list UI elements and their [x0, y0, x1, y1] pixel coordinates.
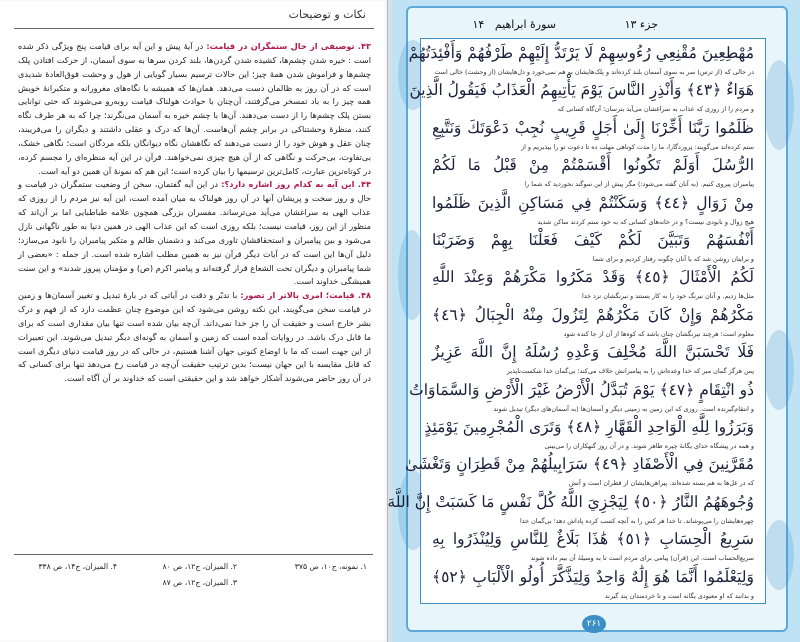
left-page: [0, 0, 388, 642]
verse-line: فَلَا تَحْسَبَنَّ اللَّهَ مُخْلِفَ وَعْدِهِ رُسُلَهُ إِنَّ اللَّهَ عَزِيزٌ: [432, 343, 754, 362]
translation-line: پیامبران پیروی کنیم. (به آنان گفته می‌شود:) مگر پیش از این سوگند نخوردید که شما را: [524, 180, 754, 189]
translation-line: سریع‌الحساب است. این (قرآن) پیامی برای مردم است تا به وسیلهٔ آن بیم داده شوند: [530, 554, 754, 563]
verse-line: سَرِيعُ الْحِسَابِ ﴿٥١﴾ هَٰذَا بَلَاغٌ لِلنَّاسِ وَلِيُنْذَرُوا بِهِ: [432, 530, 755, 549]
translation-line: و همه در پیشگاه خدای یگانهٔ چیره ظاهر شوند. و در آن روز گنهکاران را می‌بینی: [544, 442, 754, 450]
right-header: [420, 14, 766, 36]
translation-line: و مردم را از روزی که عذاب به سراغشان می‌آید بترسان؛ آن‌گاه کسانی که: [557, 105, 754, 114]
verse-line: وَبَرَزُوا لِلَّهِ الْوَاحِدِ الْقَهَّارِ ﴿٤٨﴾ وَتَرَى الْمُجْرِمِينَ يَوْمَئِذٍ: [424, 418, 754, 436]
verse-line: ذُو انْتِقَامٍ ﴿٤٧﴾ يَوْمَ تُبَدَّلُ الْأَرْضُ غَيْرَ الْأَرْضِ وَالسَّمَاوَاتُ: [409, 380, 754, 399]
translation-line: و بدانند که او معبودی یگانه است و تا خردمندان پند گیرند: [604, 591, 754, 600]
paragraph-text: با تدبّر و دقت در آیاتی که در بارهٔ تبدیل و تغییر آسمان‌ها و زمین در قیامت سخن می‌گویند، این نکته روشن می‌شود که این موضوع چنان عظمت دارد که از فهم و درک بشر خارج است و حقیقت آن را جز خدا نمی‌داند. آن‌چه بیان شده است تنها بیان مقداری است که برای ما قابل درک باشد. در روایات آمده است که زمین و آسمان به گونه‌ای دیگر تبدیل می‌شوند. این تعبیرات از این جهت است که ما با اوضاع کنونی جهان آشنا هستیم، در حالی که در روز قیامت دنیای دیگری است که قابل مقایسه با این جهان نیست؛ بدین ترتیب حقیقت آن‌چه در قیامت رخ می‌دهد تنها برای کسانی که در آن روز حاضر می‌شوند آشکار خواهد شد و این حقیقتی است که خداوند بر آن آگاه است.: [18, 290, 371, 384]
translation-line: هیچ زوال و نابودی نیست؟ و در خانه‌های کسانی که به خود ستم کردند ساکن شدید: [537, 217, 754, 226]
sura-label: [473, 18, 556, 31]
verse-line: مِنْ زَوَالٍ ﴿٤٤﴾ وَسَكَنْتُمْ فِي مَسَاكِنِ الَّذِينَ ظَلَمُوا: [432, 193, 754, 212]
translation-line: ستم کرده‌اند می‌گویند: پروردگارا، ما را مدت کوتاهی مهلت ده تا دعوت تو را بپذیریم و از: [521, 142, 754, 151]
paragraph-heading: ۴۳. توصیفی از حال ستمگران در قیامت:: [206, 41, 372, 51]
commentary-paragraph: [18, 178, 371, 289]
footnote: ۱. نمونه، ج۱۰، ص ۳۷۵: [294, 562, 367, 571]
footnote: ۳. المیزان، ج۱۲، ص ۸۷: [162, 578, 237, 587]
verse-line: هَوَاءٌ ﴿٤٣﴾ وَأَنْذِرِ النَّاسَ يَوْمَ يَأْتِيهِمُ الْعَذَابُ فَيَقُولُ الَّذِينَ: [409, 81, 754, 100]
paragraph-heading: ۴۸. قیامت؛ امری بالاتر از تصور:: [240, 290, 371, 301]
paragraph-text: در آیهٔ پیش و این آیه برای قیامت پنج ویژگی ذکر شده است : خیره شدن چشم‌ها، کشیده شدن گردن‌ها، بلند کردن سرها به سوی آسمان، از حرکت افتادن پلک چشم‌ها و فراموش شدن همهٔ چیز؛ این حالات ترسیم بسیار گویایی از هول و وحشت فوق‌العادهٔ شدیدی است که در آن روز به ظالمان دست می‌دهد. همان‌ها که همیشه با نگاه‌های مغرورانه و متکبرانهٔ خویش همه چیز را به باد تمسخر می‌گرفتند، آن‌چنان با حوادث هولناک قیامت روبه‌رو می‌شوند که حتی توانایی بستن پلک چشم‌ها را از دست می‌دهند. آن‌ها با چشم خیره به آسمان می‌نگرند؛ چرا که به هر طرف نگاه کنند، منظرهٔ وحشتناکی در برابر چشم آن‌هاست. آن‌ها که درک و عقلی داشتند و دیگران را می‌فریبند، چنان عقل و هوش خود را از دست می‌دهند که نگاهشان نگاه دیوانگان بلکه مردگان است؛ نگاهی خشک، بی‌تفاوت، بی‌حرکت و نگاهی که از آن هیچ چیزی نمی‌خواهند. قرآن در این آیه منظره‌ای را مجسم کرده، در کوتاه‌ترین عبارت، کامل‌ترین ترسیمها را بیان کرده است؛ این هم که نمونهٔ آن همین دو آیه است.: [18, 41, 371, 176]
juz-label: جزء ۱۳: [624, 18, 658, 31]
verse-line: مُقَرَّنِينَ فِي الْأَصْفَادِ ﴿٤٩﴾ سَرَابِيلُهُمْ مِنْ قَطِرَانٍ وَتَغْشَىٰ: [405, 455, 754, 474]
left-header: [0, 0, 388, 34]
translation-line: مثل‌ها زدیم. و آنان نیرنگ خود را به کار بستند و نیرنگشان نزد خدا: [581, 292, 754, 301]
verse-line: وَلِيَعْلَمُوا أَنَّمَا هُوَ إِلَٰهٌ وَاحِدٌ وَلِيَذَّكَّرَ أُولُو الْأَلْبَابِ ﴿٥٢﴾: [432, 567, 754, 586]
verse-line: الرُّسُلَ أَوَلَمْ تَكُونُوا أَقْسَمْتُمْ مِنْ قَبْلُ مَا لَكُمْ: [432, 156, 754, 175]
paragraph-text: در این آیه گفتمان، سخن از وضعیت ستمگران در قیامت و حال و روز سخت و پریشان آنها در آن روز هولناک به میان آمده است، این آیه نیز مردم را از روزی که عذاب الهی به سراغشان می‌آید می‌ترساند. مفسران بزرگی همچون علامه طباطبایی اما بر آن‌اند که منظور از این روز، قیامت نیست؛ بلکه روزی است که این عذاب الهی در همین دنیا به طور ناگهانی نازل می‌شود و بین پیامبران و استحقاقشان تاوری می‌کند و دشمنان ظالم و متکبر پیامبران را نابود می‌سازد؛ دلیل آن‌ها این است که در آیات دیگر قرآن نیز به همین مطلب اشاره شده است. از جمله : «بعضی از شما پیامبران و دیگران تحت الشعاع قرار گرفته‌اند و پیامبر اکرم (ص) و مؤمنان پیروز شدند» و این سنت همیشگی خداوند است.: [18, 179, 371, 287]
commentary-body: [18, 40, 371, 510]
footnote-divider: [14, 554, 373, 555]
floral-ornament: [764, 60, 794, 150]
page-number: ۲۶۱: [582, 615, 606, 633]
floral-ornament: [764, 520, 794, 590]
floral-ornament: [764, 330, 794, 410]
right-page: [387, 0, 800, 642]
verse-line: أَنْفُسَهُمْ وَتَبَيَّنَ لَكُمْ كَيْفَ فَعَلْنَا بِهِمْ وَضَرَبْنَا: [432, 231, 754, 249]
translation-line: پس هرگز گمان مبر که خدا وعده‌اش را به پیامبرانش خلاف می‌کند؛ بی‌گمان خدا شکست‌ناپذیر: [506, 367, 754, 376]
header-divider: [14, 28, 374, 29]
sura-number: ۱۴: [472, 18, 485, 31]
sura-name: سورهٔ ابراهیم: [494, 18, 556, 31]
footnote: ۲. المیزان، ج۱۲، ص ۸۰: [162, 562, 237, 571]
left-header-title: نکات و توضیحات: [288, 8, 366, 21]
translation-line: که در غل‌ها به هم بسته شده‌اند. پیراهن‌هایشان از قطران است و آتش: [569, 479, 754, 488]
translation-line: چهره‌هایشان را می‌پوشاند. تا خدا هر کس را به آنچه کسب کرده پاداش دهد؛ بی‌گمان خدا: [520, 516, 754, 525]
translation-line: در حالی که (از ترس) سر به سوی آسمان بلند کرده‌اند و پلک‌هایشان به هم نمی‌خورد و دل‌هایشان (از وحشت) خالی است: [434, 68, 754, 76]
translation-line: و انتقام‌گیرنده است. روزی که این زمین به زمینی دیگر و آسمان‌ها (به آسمان‌های دیگر) تبدیل شوند: [493, 404, 754, 413]
verse-line: ظَلَمُوا رَبَّنَا أَخِّرْنَا إِلَىٰ أَجَلٍ قَرِيبٍ نُجِبْ دَعْوَتَكَ وَنَتَّبِعِ: [432, 118, 754, 137]
translation-line: و برایتان روشن شد که با آنان چگونه رفتار کردیم و برای شما: [592, 255, 754, 263]
translation-line: معلوم است؛ هرچند نیرنگشان چنان باشد که کوه‌ها از آن از جا کنده شود: [563, 329, 754, 338]
commentary-paragraph: [18, 289, 371, 386]
verse-line: مَكْرُهُمْ وَإِنْ كَانَ مَكْرُهُمْ لِتَزُولَ مِنْهُ الْجِبَالُ ﴿٤٦﴾: [432, 305, 754, 324]
verse-line: وُجُوهَهُمُ النَّارُ ﴿٥٠﴾ لِيَجْزِيَ اللَّهُ كُلَّ نَفْسٍ مَا كَسَبَتْ إِنَّ اللَّهَ: [387, 492, 754, 511]
verse-line: لَكُمُ الْأَمْثَالَ ﴿٤٥﴾ وَقَدْ مَكَرُوا مَكْرَهُمْ وَعِنْدَ اللَّهِ: [432, 268, 754, 287]
footnote: ۴. المیزان، ج۱۴، ص ۳۳۸: [38, 562, 117, 571]
verse-line: مُهْطِعِينَ مُقْنِعِي رُءُوسِهِمْ لَا يَرْتَدُّ إِلَيْهِمْ طَرْفُهُمْ وَأَفْئِدَتُهُمْ: [408, 44, 754, 62]
paragraph-heading: ۴۴. این آیه به کدام روز اشاره دارد؟:: [221, 179, 371, 190]
commentary-paragraph: [18, 40, 371, 178]
